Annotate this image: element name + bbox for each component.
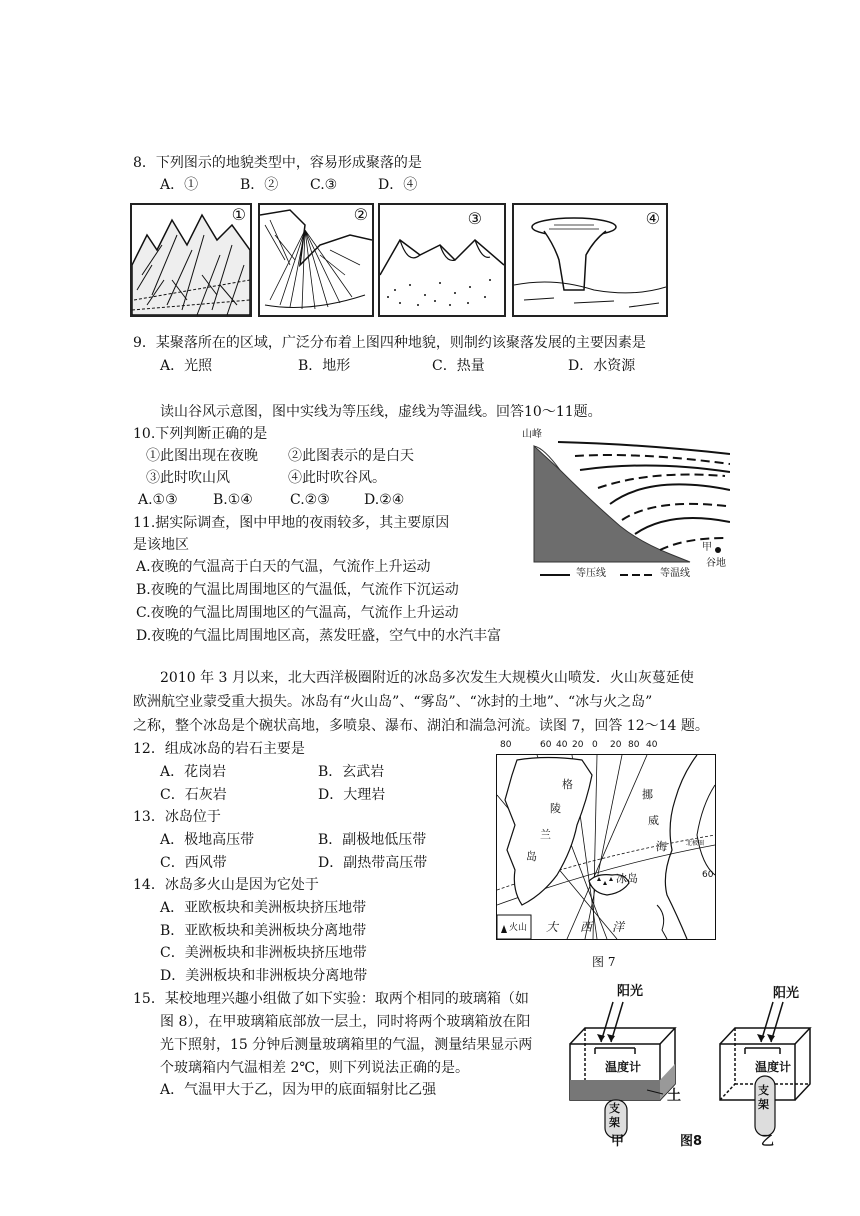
map-tick-40e: 40 [646, 740, 658, 750]
landform-panel-2 [258, 203, 374, 317]
thermometer-label-jia: 温度计 [605, 1060, 642, 1074]
intro-10-11: 读山谷风示意图，图中实线为等压线，虚线为等温线。回答10～11题。 [160, 404, 602, 420]
q15-line1: 15．某校地理兴趣小组做了如下实验：取两个相同的玻璃箱（如 [133, 991, 529, 1007]
q13-stem: 13．冰岛位于 [133, 809, 221, 825]
map-iceland-label: 冰岛 [616, 872, 638, 885]
map-atlantic-3: 洋 [612, 920, 625, 934]
q14-option-c: C．美洲板块和非洲板块挤压地带 [160, 945, 367, 961]
q9-option-b: B．地形 [298, 358, 351, 374]
q11-option-c: C.夜晚的气温比周围地区的气温高，气流作上升运动 [136, 605, 459, 621]
q10-option-b: B.①④ [213, 492, 253, 508]
q9-option-a: A．光照 [160, 358, 213, 374]
intro-12-14-line2: 欧洲航空业蒙受重大损失。冰岛有“火山岛”、“雾岛”、“冰封的土地”、“冰与火之岛” [133, 694, 653, 710]
q13-option-c: C．西风带 [160, 855, 227, 871]
map-tick-80e: 80 [628, 740, 640, 750]
glass-box-figure [565, 982, 840, 1152]
q12-stem: 12．组成冰岛的岩石主要是 [133, 741, 305, 757]
map-norway-1: 挪 [642, 788, 653, 801]
q12-option-b: B．玄武岩 [318, 764, 385, 780]
q13-option-d: D．副热带高压带 [318, 855, 428, 871]
map-legend-volcano: 火山 [509, 923, 528, 933]
map-atlantic-2: 西 [580, 920, 593, 934]
q11-stem-line1: 11.据实际调查，图中甲地的夜雨较多，其主要原因 [133, 515, 450, 531]
q15-line3: 光下照射，15 分钟后测量玻璃箱里的气温，测量结果显示两 [160, 1037, 533, 1053]
q13-option-a: A．极地高压带 [160, 832, 255, 848]
figure-7-caption: 图 7 [592, 955, 616, 969]
q10-stem: 10.下列判断正确的是 [133, 426, 268, 442]
valley-fig-jia-label: 甲 [702, 542, 712, 553]
intro-12-14-line3: 之称，整个冰岛是个碗状高地，多喷泉、瀑布、湖泊和湍急河流。读图 7，回答 12～14 题。 [133, 718, 709, 734]
q12-option-c: C．石灰岩 [160, 787, 227, 803]
q8-stem: 8．下列图示的地貌类型中，容易形成聚落的是 [133, 155, 422, 171]
q10-statement-2: ②此图表示的是白天 [288, 448, 414, 464]
q8-option-d: D．④ [378, 177, 418, 193]
map-norway-2: 威 [648, 814, 659, 827]
q12-option-d: D．大理岩 [318, 787, 386, 803]
landform-panel-1 [130, 203, 252, 317]
q14-option-a: A．亚欧板块和美洲板块挤压地带 [160, 900, 367, 916]
q8-option-b: B．② [240, 177, 279, 193]
box-label-yi: 乙 [761, 1134, 775, 1149]
iceland-map-figure [496, 742, 716, 942]
q10-statement-4: ④此时吹谷风。 [288, 470, 386, 486]
landform-label-2: ② [353, 205, 368, 224]
q8-option-a: A．① [160, 177, 199, 193]
q11-option-b: B.夜晚的气温比周围地区的气温低，气流作下沉运动 [136, 582, 459, 598]
q9-option-d: D．水资源 [568, 358, 636, 374]
map-tick-20e: 20 [610, 740, 622, 750]
q11-option-d: D.夜晚的气温比周围地区高，蒸发旺盛，空气中的水汽丰富 [136, 628, 502, 644]
map-greenland-1: 格 [562, 778, 573, 791]
landform-panel-3 [378, 203, 506, 317]
box-label-jia: 甲 [611, 1134, 625, 1149]
q10-statement-1: ①此图出现在夜晚 [146, 448, 258, 464]
map-lat60-label: 60 [702, 870, 714, 880]
map-tick-80w: 80 [500, 740, 512, 750]
map-greenland-4: 岛 [526, 850, 537, 863]
legend-isobar-label: 等压线 [576, 568, 606, 579]
q15-line4: 个玻璃箱内气温相差 2℃，则下列说法正确的是。 [160, 1060, 470, 1076]
intro-12-14-line1: 2010 年 3 月以来，北大西洋极圈附近的冰岛多次发生大规模火山喷发．火山灰蔓延使 [160, 670, 694, 686]
valley-fig-valley-label: 谷地 [706, 558, 726, 569]
q9-option-c: C．热量 [432, 358, 485, 374]
figure-8-caption: 图8 [680, 1134, 703, 1149]
landform-label-4: ④ [645, 209, 660, 228]
q15-option-a: A．气温甲大于乙，因为甲的底面辐射比乙强 [160, 1082, 437, 1098]
sunlight-label-yi: 阳光 [773, 986, 800, 1001]
map-norway-3: 海 [656, 840, 667, 853]
q14-stem: 14．冰岛多火山是因为它处于 [133, 877, 319, 893]
q10-statement-3: ③此时吹山风 [146, 470, 230, 486]
q10-option-c: C.②③ [290, 492, 330, 508]
thermometer-label-yi: 温度计 [755, 1060, 792, 1074]
q9-stem: 9．某聚落所在的区域，广泛分布着上图四种地貌，则制约该聚落发展的主要因素是 [133, 335, 646, 351]
soil-label: 土 [667, 1088, 681, 1104]
stand-label-yi: 支架 [758, 1084, 769, 1111]
q10-option-a: A.①③ [138, 492, 178, 508]
sunlight-label-jia: 阳光 [617, 984, 644, 999]
stand-label-jia: 支架 [609, 1102, 620, 1129]
legend-isotherm-label: 等温线 [660, 568, 690, 579]
q13-option-b: B．副极地低压带 [318, 832, 427, 848]
valley-wind-figure [520, 430, 730, 580]
map-tick-20w: 20 [572, 740, 584, 750]
map-tick-60w: 60 [540, 740, 552, 750]
landform-panel-4 [512, 203, 668, 317]
map-arctic-circle-label: 北极圈 [686, 840, 705, 847]
map-greenland-2: 陵 [550, 802, 561, 815]
map-tick-0: 0 [592, 740, 598, 750]
q10-option-d: D.②④ [364, 492, 405, 508]
q14-option-b: B．亚欧板块和美洲板块分离地带 [160, 923, 367, 939]
q11-option-a: A.夜晚的气温高于白天的气温，气流作上升运动 [136, 559, 431, 575]
q11-stem-line2: 是该地区 [133, 537, 189, 553]
map-atlantic-1: 大 [546, 920, 559, 934]
landform-label-3: ③ [467, 209, 482, 228]
map-greenland-3: 兰 [540, 828, 551, 841]
landform-label-1: ① [231, 205, 246, 224]
q15-line2: 图 8），在甲玻璃箱底部放一层土，同时将两个玻璃箱放在阳 [160, 1014, 531, 1030]
q8-option-c: C.③ [310, 177, 338, 193]
map-tick-40w: 40 [556, 740, 568, 750]
q14-option-d: D．美洲板块和非洲板块分离地带 [160, 968, 368, 984]
q12-option-a: A．花岗岩 [160, 764, 227, 780]
valley-fig-peak-label: 山峰 [522, 429, 542, 440]
